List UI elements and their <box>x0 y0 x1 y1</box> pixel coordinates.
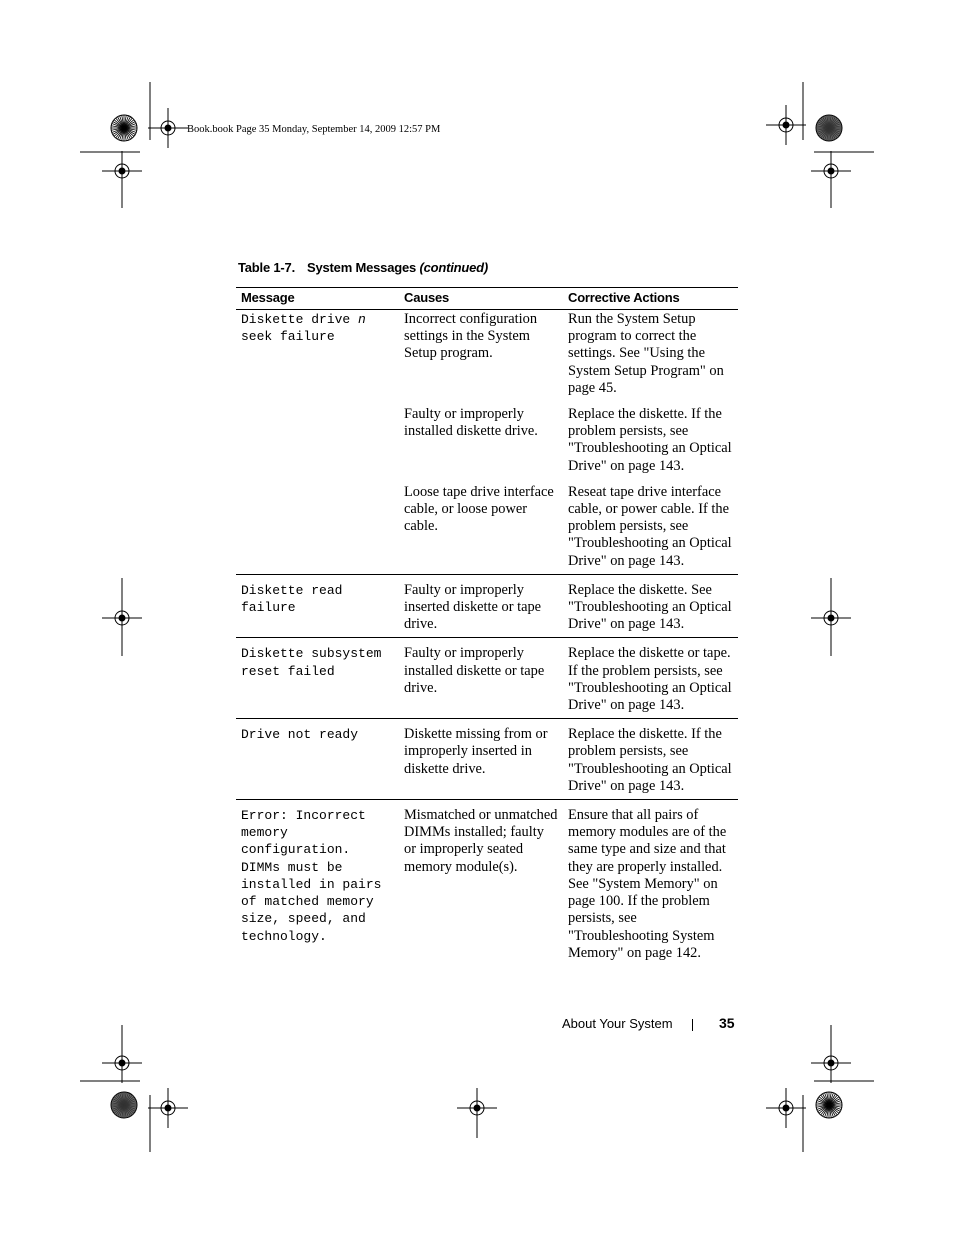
registration-starburst <box>816 1092 842 1118</box>
table-body <box>236 310 738 966</box>
table-row <box>236 638 738 719</box>
corrective-action-cell: Replace the diskette or tape. If the problem persists, see "Troubleshooting an Optical Drive" on page 143. <box>563 638 738 719</box>
message-cell: Drive not ready <box>236 719 399 800</box>
corrective-action-cell: Reseat tape drive interface cable, or power cable. If the problem persists, see "Troubleshooting an Optical Drive" on page 143. <box>563 479 738 575</box>
registration-target <box>766 105 806 145</box>
table-title: System Messages <box>307 260 417 275</box>
cause-cell: Faulty or improperly inserted diskette or tape drive. <box>399 574 563 638</box>
corrective-action-cell: Replace the diskette. If the problem persists, see "Troubleshooting an Optical Drive" on page 143. <box>563 719 738 800</box>
cause-cell: Loose tape drive interface cable, or loose power cable. <box>399 479 563 575</box>
system-messages-table <box>236 287 738 966</box>
registration-target <box>102 1043 142 1083</box>
registration-target <box>811 151 851 191</box>
footer-section-title: About Your System <box>562 1016 673 1031</box>
table-continued-note: (continued) <box>419 260 489 275</box>
message-cell: Diskette subsystem reset failed <box>236 638 399 719</box>
column-header-message: Message <box>236 288 399 310</box>
registration-starburst <box>111 1092 137 1118</box>
column-header-corrective-actions: Corrective Actions <box>563 288 738 310</box>
table-row <box>236 800 738 966</box>
cause-cell: Faulty or improperly installed diskette or tape drive. <box>399 638 563 719</box>
table-row <box>236 719 738 800</box>
footer-separator <box>692 1019 693 1031</box>
registration-target <box>148 108 188 148</box>
cause-cell: Incorrect configuration settings in the System Setup program. <box>404 311 538 362</box>
registration-target <box>457 1088 497 1128</box>
registration-starburst <box>816 115 842 141</box>
corrective-action-cell: Replace the diskette. If the problem persists, see "Troubleshooting an Optical Drive" on page 143. <box>568 406 732 474</box>
table-header-row <box>236 288 738 310</box>
corrective-action-cell: Replace the diskette. See "Troubleshooting an Optical Drive" on page 143. <box>563 574 738 638</box>
message-cell: Error: Incorrect memory configuration. DIMMs must be installed in pairs of matched memory size, speed, and technology. <box>241 808 382 944</box>
table-row <box>236 574 738 638</box>
column-header-causes: Causes <box>399 288 563 310</box>
registration-target <box>766 1088 806 1128</box>
registration-target <box>811 598 851 638</box>
corrective-action-cell: Ensure that all pairs of memory modules are of the same type and size and that they are properly installed. See "System Memory" on page 100. If the problem persists, see "Troubleshooting System Memory" on page 142. <box>568 807 727 961</box>
registration-target <box>102 598 142 638</box>
message-cell: Diskette read failure <box>236 574 399 638</box>
registration-target <box>148 1088 188 1128</box>
table-row <box>236 310 738 402</box>
cause-cell: Faulty or improperly installed diskette drive. <box>404 406 538 440</box>
table-caption <box>238 260 488 275</box>
registration-target <box>102 151 142 191</box>
footer-page-number: 35 <box>719 1015 735 1031</box>
corrective-action-cell: Run the System Setup program to correct the settings. See "Using the System Setup Program" on page 45. <box>568 311 724 396</box>
table-label: Table 1-7. <box>238 260 296 275</box>
cause-cell: Diskette missing from or improperly inserted in diskette drive. <box>399 719 563 800</box>
cause-cell: Mismatched or unmatched DIMMs installed; faulty or improperly seated memory module(s). <box>404 807 558 875</box>
print-job-header: Book.book Page 35 Monday, September 14, 2009 12:57 PM <box>187 124 441 135</box>
registration-starburst <box>111 115 137 141</box>
message-cell: Diskette drive n seek failure <box>236 310 399 575</box>
registration-target <box>811 1043 851 1083</box>
